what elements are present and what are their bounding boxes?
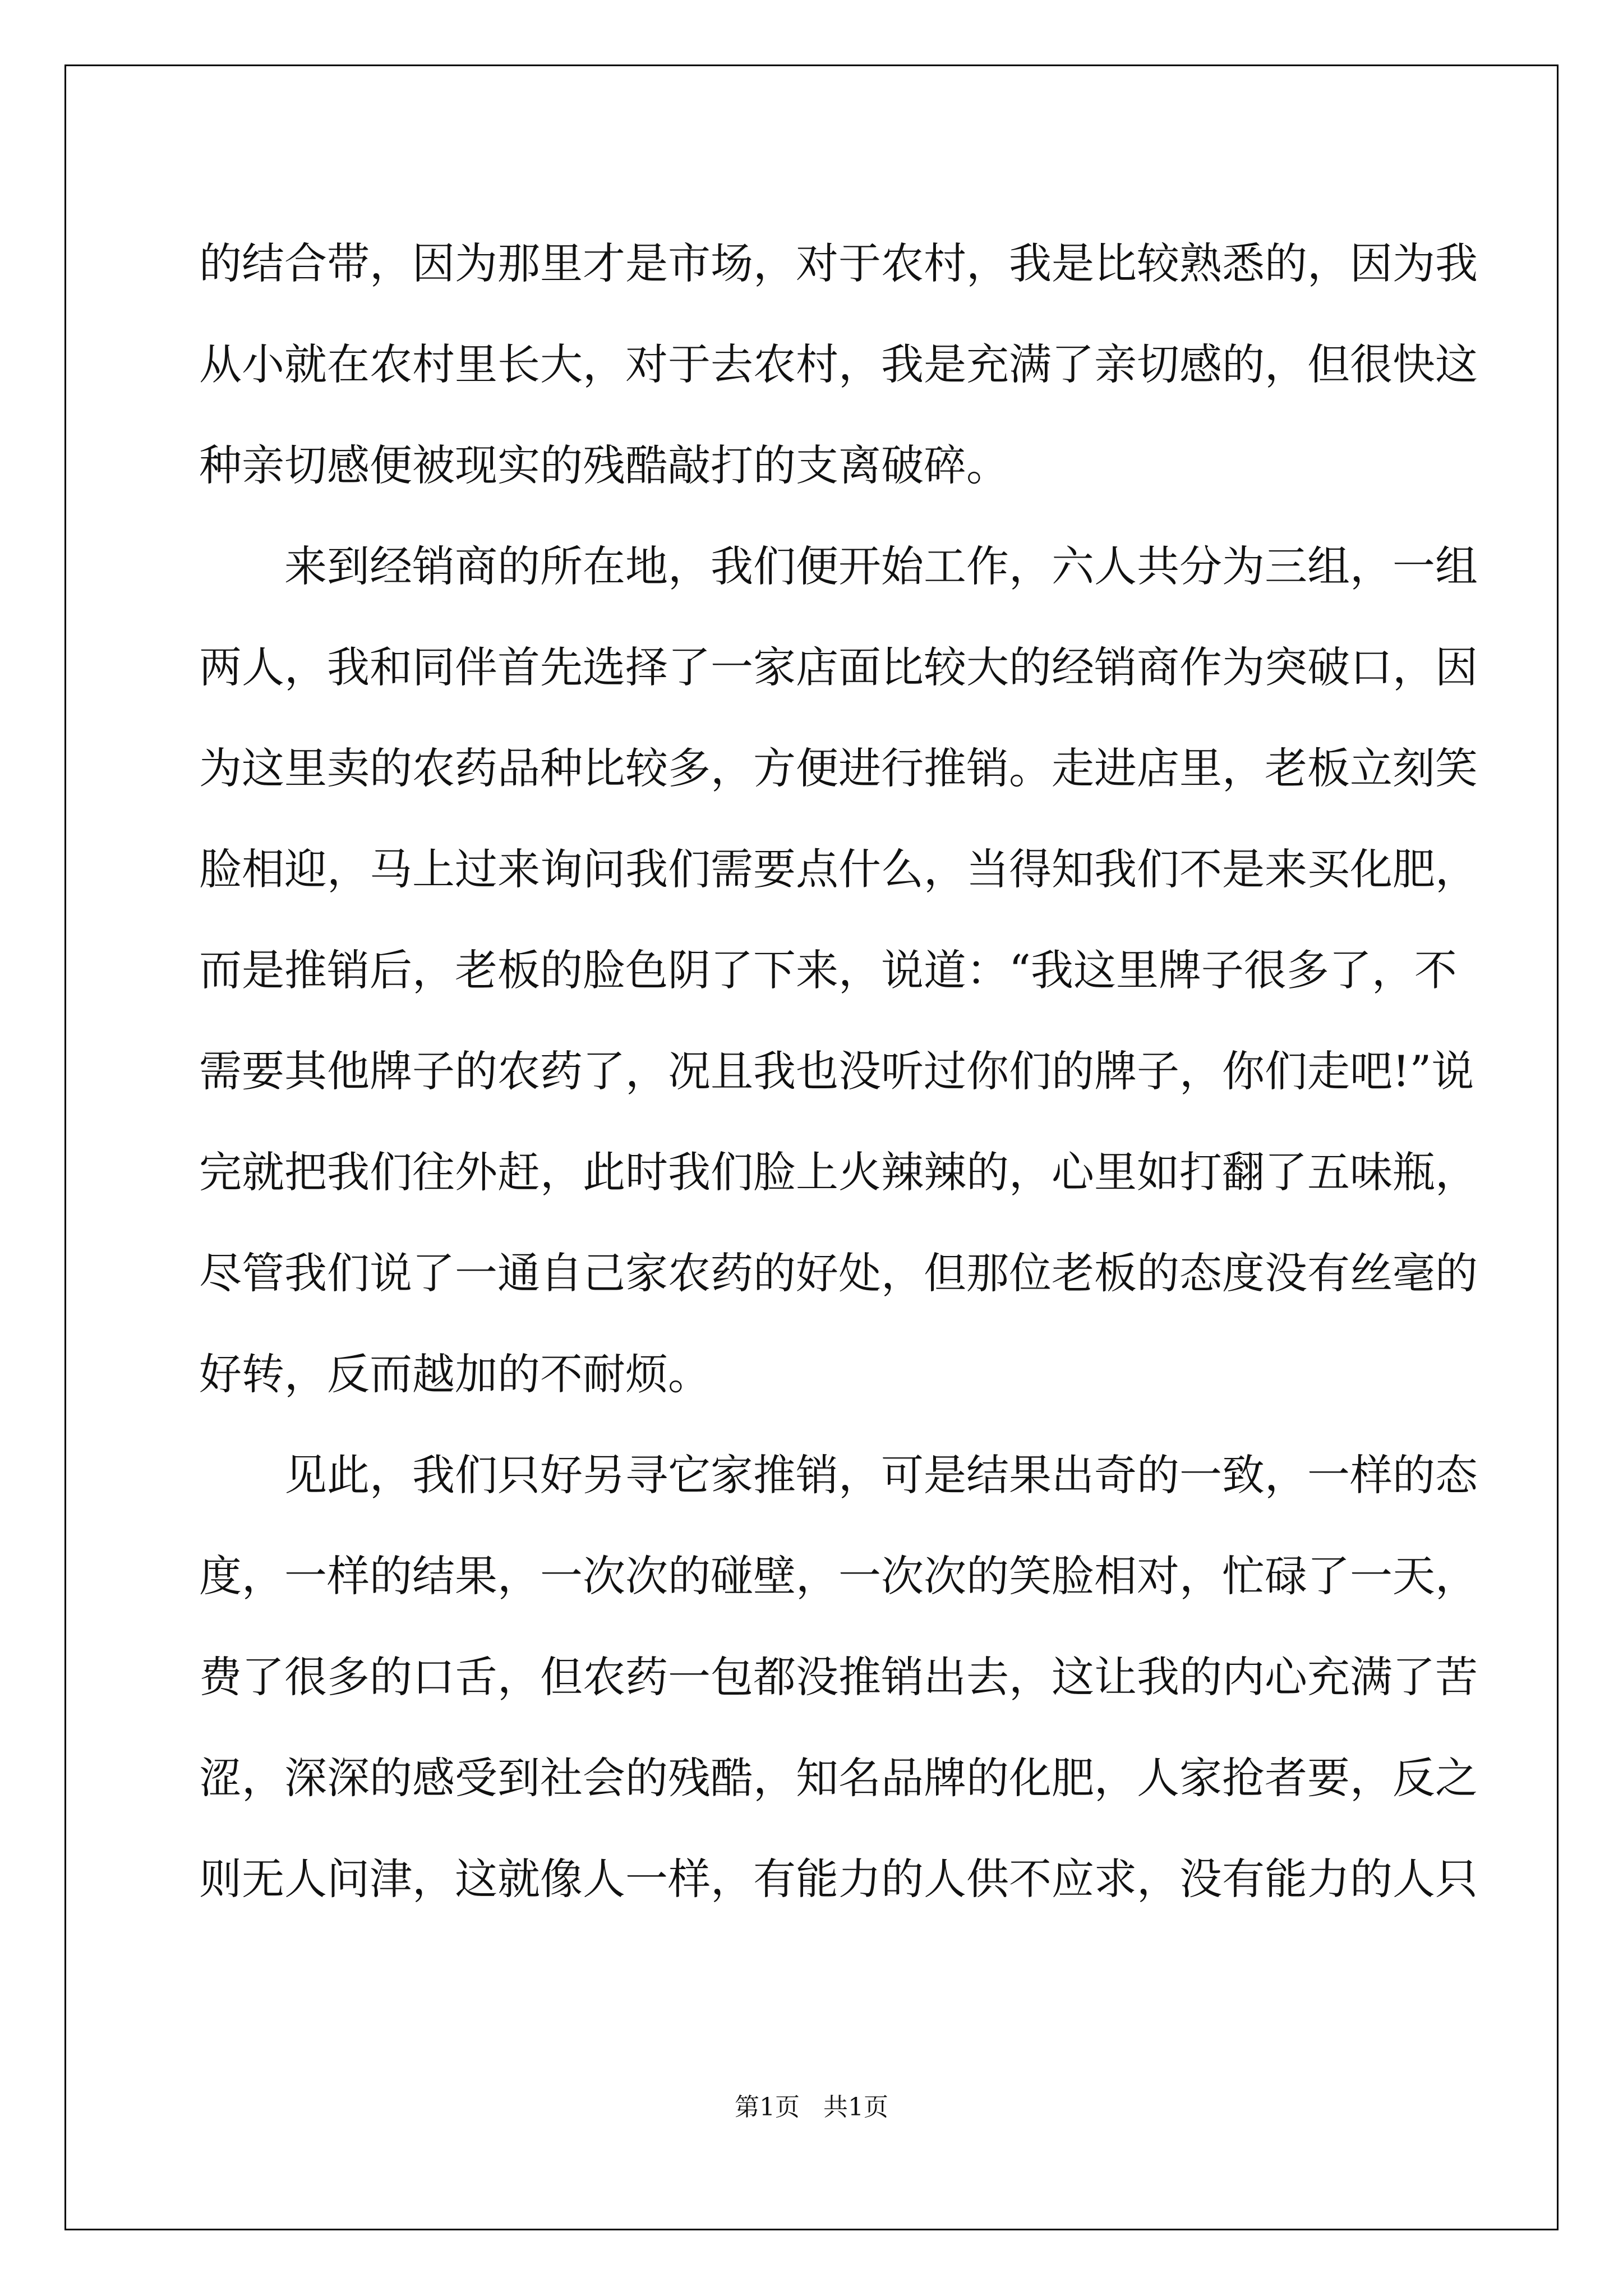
text-line: 度，一样的结果，一次次的碰壁，一次次的笑脸相对，忙碌了一天，: [199, 1551, 1478, 1601]
text-line: 好转，反而越加的不耐烦。: [199, 1349, 711, 1399]
text-line: 则无人问津，这就像人一样，有能力的人供不应求，没有能力的人只: [199, 1854, 1478, 1904]
document-body: [199, 213, 1478, 1930]
text-line: 来到经销商的所在地，我们便开始工作，六人共分为三组，一组: [284, 541, 1478, 591]
text-line: 见此，我们只好另寻它家推销，可是结果出奇的一致，一样的态: [284, 1450, 1478, 1500]
text-line: 从小就在农村里长大，对于去农村，我是充满了亲切感的，但很快这: [199, 339, 1478, 389]
text-line: 需要其他牌子的农药了，况且我也没听过你们的牌子，你们走吧!”说: [199, 1046, 1474, 1096]
text-line: 脸相迎，马上过来询问我们需要点什么，当得知我们不是来买化肥，: [199, 844, 1478, 894]
text-line: 为这里卖的农药品种比较多，方便进行推销。走进店里，老板立刻笑: [199, 743, 1478, 793]
text-line: 两人，我和同伴首先选择了一家店面比较大的经销商作为突破口，因: [199, 642, 1478, 692]
text-line: 涩，深深的感受到社会的残酷，知名品牌的化肥，人家抢者要，反之: [199, 1753, 1478, 1803]
text-line: 的结合带，因为那里才是市场，对于农村，我是比较熟悉的，因为我: [199, 238, 1478, 288]
text-line: 而是推销后，老板的脸色阴了下来，说道：“我这里牌子很多了，不: [199, 945, 1457, 995]
page-number: 第1页: [735, 2093, 800, 2122]
text-line: 费了很多的口舌，但农药一包都没推销出去，这让我的内心充满了苦: [199, 1652, 1478, 1702]
page-footer: [0, 2087, 1623, 2123]
page-total: 共1页: [823, 2093, 888, 2122]
text-line: 种亲切感便被现实的残酷敲打的支离破碎。: [199, 440, 1009, 490]
text-line: 尽管我们说了一通自己家农药的好处，但那位老板的态度没有丝毫的: [199, 1248, 1478, 1298]
text-line: 完就把我们往外赶，此时我们脸上火辣辣的，心里如打翻了五味瓶，: [199, 1147, 1478, 1197]
